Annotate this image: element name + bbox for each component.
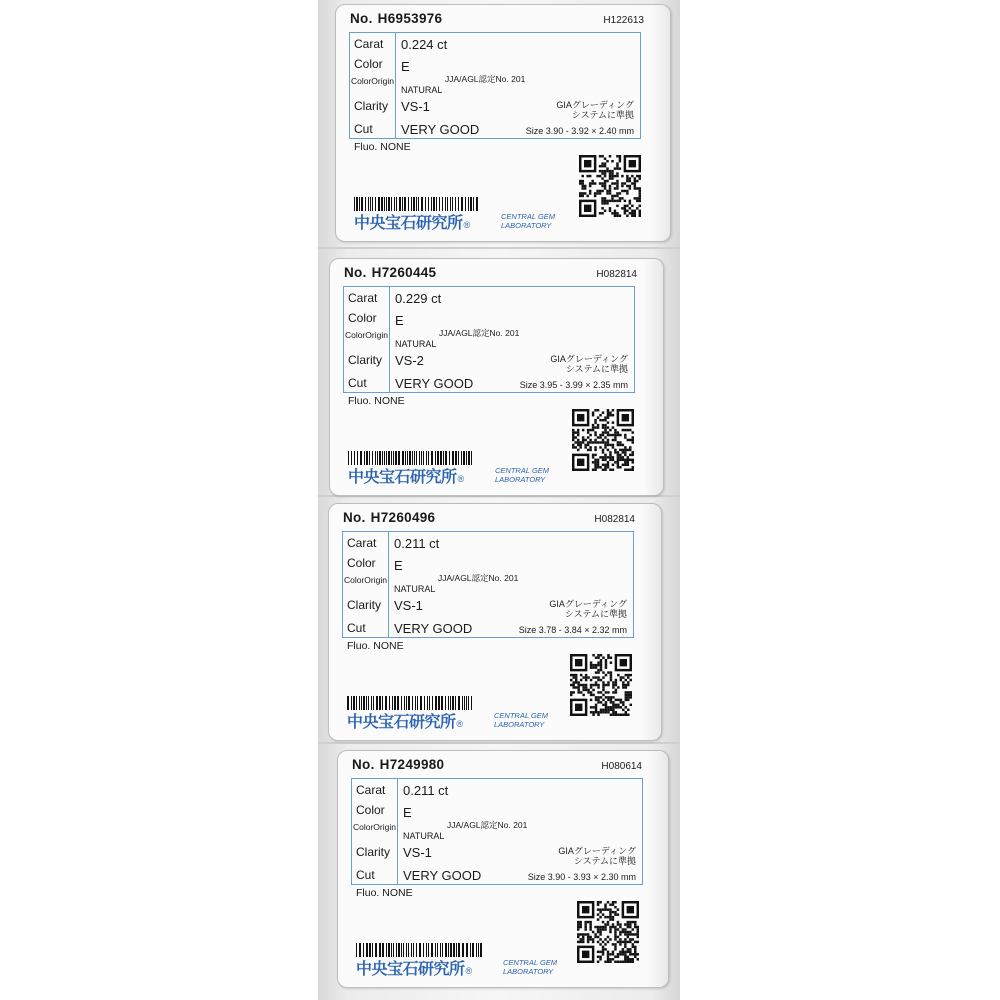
spec-table [342, 531, 634, 638]
lab-logo-en: CENTRAL GEM LABORATORY [494, 711, 549, 729]
gia-compliance-note: GIAグレーディング システムに準拠 [550, 354, 628, 374]
cut-label: Cut [348, 376, 367, 390]
sleeve-divider [318, 742, 680, 744]
report-number-value: H6953976 [377, 11, 443, 26]
fluorescence: Fluo. NONE [356, 887, 413, 899]
grading-card [328, 503, 662, 741]
clarity-value: VS-1 [403, 845, 432, 860]
color-origin-value: NATURAL [394, 584, 436, 594]
sleeve-reflection [641, 504, 661, 740]
registered-mark: ® [456, 719, 463, 729]
carat-label: Carat [356, 783, 386, 797]
color-label: Color [354, 57, 383, 71]
size-measurements: Size 3.78 - 3.84 × 2.32 mm [518, 625, 627, 635]
carat-value: 0.229 ct [395, 291, 442, 306]
certification-number: JJA/AGL認定No. 201 [447, 820, 528, 830]
grading-card [337, 750, 669, 988]
spec-table [351, 778, 643, 885]
size-measurements: Size 3.90 - 3.92 × 2.40 mm [525, 126, 634, 136]
color-value: E [401, 59, 410, 74]
report-number-value: H7260496 [370, 510, 436, 525]
report-number [343, 510, 435, 525]
lab-logo-en: CENTRAL GEM LABORATORY [501, 212, 556, 230]
sleeve-reflection [650, 5, 670, 241]
report-number-prefix: No. [350, 11, 373, 26]
cut-value: VERY GOOD [401, 122, 480, 137]
sleeve-reflection [643, 259, 663, 495]
sleeve-reflection [648, 751, 668, 987]
clarity-value: VS-1 [394, 598, 423, 613]
gia-compliance-note: GIAグレーディング システムに準拠 [558, 846, 636, 866]
barcode [348, 451, 476, 465]
barcode [354, 197, 482, 211]
lab-logo-en: CENTRAL GEM LABORATORY [495, 466, 550, 484]
barcode [347, 696, 475, 710]
lab-logo-jp-text: 中央宝石研究所 [356, 961, 465, 978]
clarity-value: VS-2 [395, 353, 424, 368]
qr-code [577, 901, 639, 963]
grading-card [329, 258, 664, 496]
color-origin-value: NATURAL [395, 339, 437, 349]
color-origin-label: ColorOrigin [353, 822, 396, 832]
clarity-value: VS-1 [401, 99, 430, 114]
registered-mark: ® [463, 220, 470, 230]
color-value: E [394, 558, 403, 573]
carat-label: Carat [354, 37, 384, 51]
lab-logo-jp-text: 中央宝石研究所 [354, 215, 463, 232]
gia-compliance-note: GIAグレーディング システムに準拠 [549, 599, 627, 619]
fluorescence: Fluo. NONE [347, 640, 404, 652]
date-code: H082814 [596, 269, 637, 280]
report-number-prefix: No. [352, 757, 375, 772]
color-label: Color [356, 803, 385, 817]
cut-value: VERY GOOD [395, 376, 474, 391]
spec-table [349, 32, 641, 139]
date-code: H122613 [603, 15, 644, 26]
spec-table-divider [388, 532, 389, 637]
clarity-label: Clarity [348, 353, 383, 367]
registered-mark: ® [465, 966, 472, 976]
certification-number: JJA/AGL認定No. 201 [438, 573, 519, 583]
color-label: Color [347, 556, 376, 570]
lab-logo-jp [356, 956, 472, 979]
barcode [356, 943, 484, 957]
report-number-prefix: No. [344, 265, 367, 280]
spec-table-divider [395, 33, 396, 138]
clarity-label: Clarity [347, 598, 382, 612]
lab-logo-jp-text: 中央宝石研究所 [347, 714, 456, 731]
color-origin-label: ColorOrigin [351, 76, 394, 86]
lab-logo-jp [347, 709, 463, 732]
lab-logo-jp [354, 210, 470, 233]
date-code: H082814 [594, 514, 635, 525]
registered-mark: ® [457, 474, 464, 484]
report-number [352, 757, 444, 772]
report-number [350, 11, 442, 26]
color-origin-value: NATURAL [401, 85, 443, 95]
grading-card [335, 4, 671, 242]
clarity-label: Clarity [354, 99, 389, 113]
cut-label: Cut [356, 868, 375, 882]
report-number-value: H7249980 [379, 757, 445, 772]
report-number-prefix: No. [343, 510, 366, 525]
qr-code [579, 155, 641, 217]
carat-label: Carat [347, 536, 377, 550]
cut-label: Cut [347, 621, 366, 635]
color-value: E [395, 313, 404, 328]
gia-compliance-note: GIAグレーディング システムに準拠 [556, 100, 634, 120]
size-measurements: Size 3.95 - 3.99 × 2.35 mm [519, 380, 628, 390]
carat-value: 0.211 ct [394, 536, 440, 551]
sleeve-divider [318, 247, 680, 249]
size-measurements: Size 3.90 - 3.93 × 2.30 mm [527, 872, 636, 882]
color-label: Color [348, 311, 377, 325]
report-number-value: H7260445 [371, 265, 437, 280]
spec-table [343, 286, 635, 393]
report-number [344, 265, 436, 280]
clarity-label: Clarity [356, 845, 391, 859]
carat-label: Carat [348, 291, 378, 305]
spec-table-divider [389, 287, 390, 392]
color-origin-label: ColorOrigin [345, 330, 388, 340]
fluorescence: Fluo. NONE [354, 141, 411, 153]
lab-logo-jp-text: 中央宝石研究所 [348, 469, 457, 486]
lab-logo-jp [348, 464, 464, 487]
fluorescence: Fluo. NONE [348, 395, 405, 407]
color-value: E [403, 805, 412, 820]
cut-label: Cut [354, 122, 373, 136]
carat-value: 0.211 ct [403, 783, 449, 798]
cut-value: VERY GOOD [403, 868, 482, 883]
spec-table-divider [397, 779, 398, 884]
carat-value: 0.224 ct [401, 37, 448, 52]
color-origin-value: NATURAL [403, 831, 445, 841]
qr-code [570, 654, 632, 716]
qr-code [572, 409, 634, 471]
certification-number: JJA/AGL認定No. 201 [445, 74, 526, 84]
cut-value: VERY GOOD [394, 621, 473, 636]
certification-number: JJA/AGL認定No. 201 [439, 328, 520, 338]
date-code: H080614 [601, 761, 642, 772]
color-origin-label: ColorOrigin [344, 575, 387, 585]
lab-logo-en: CENTRAL GEM LABORATORY [503, 958, 558, 976]
